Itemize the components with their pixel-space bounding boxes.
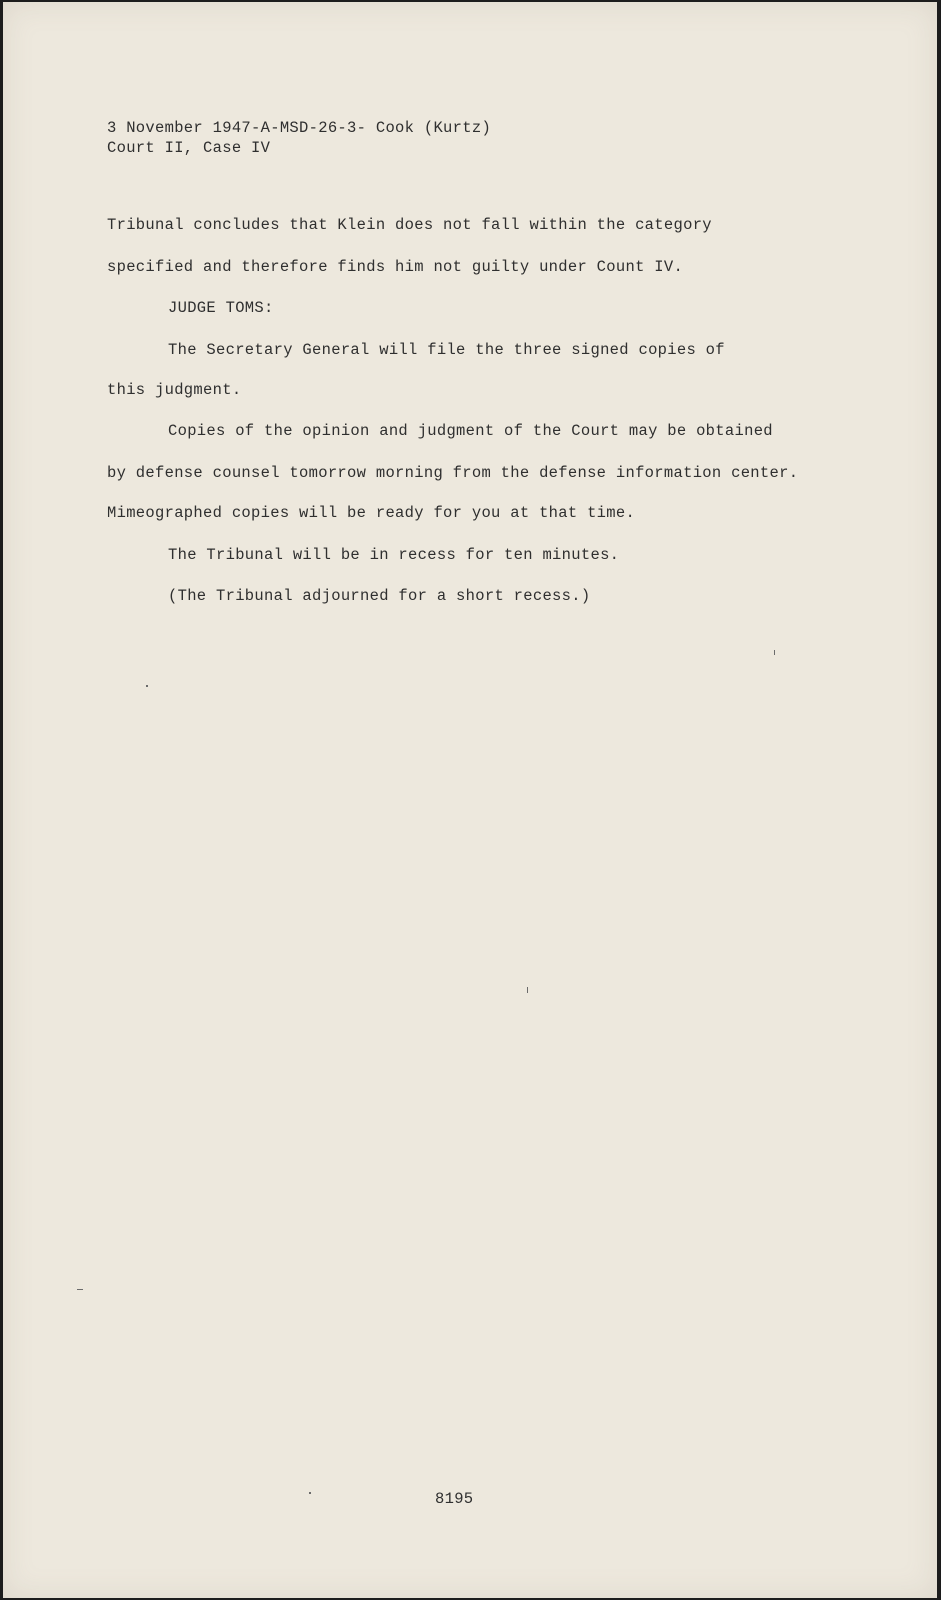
- header-court-line: Court II, Case IV: [107, 139, 271, 157]
- paper-speck: [527, 987, 528, 993]
- body-line-2: specified and therefore finds him not guilty under Count IV.: [107, 258, 684, 276]
- header-date-line: 3 November 1947-A-MSD-26-3- Cook (Kurtz): [107, 119, 492, 137]
- document-page: [3, 2, 937, 1598]
- body-line-9: The Tribunal will be in recess for ten minutes.: [168, 546, 620, 564]
- document-header: [107, 118, 491, 158]
- body-line-8: Mimeographed copies will be ready for you at that time.: [107, 504, 636, 522]
- paper-speck: [77, 1289, 83, 1290]
- paper-speck: [309, 1492, 311, 1494]
- body-line-4: The Secretary General will file the three signed copies of: [168, 341, 725, 359]
- body-line-7: by defense counsel tomorrow morning from the defense information center.: [107, 464, 799, 482]
- body-line-5: this judgment.: [107, 381, 242, 399]
- speaker-label: JUDGE TOMS:: [168, 299, 274, 317]
- paper-speck: [774, 650, 775, 655]
- paper-speck: [146, 685, 148, 687]
- body-line-10: (The Tribunal adjourned for a short recess.): [168, 587, 591, 605]
- page-number: 8195: [435, 1490, 474, 1508]
- body-line-1: Tribunal concludes that Klein does not fall within the category: [107, 216, 712, 234]
- body-line-6: Copies of the opinion and judgment of the Court may be obtained: [168, 422, 773, 440]
